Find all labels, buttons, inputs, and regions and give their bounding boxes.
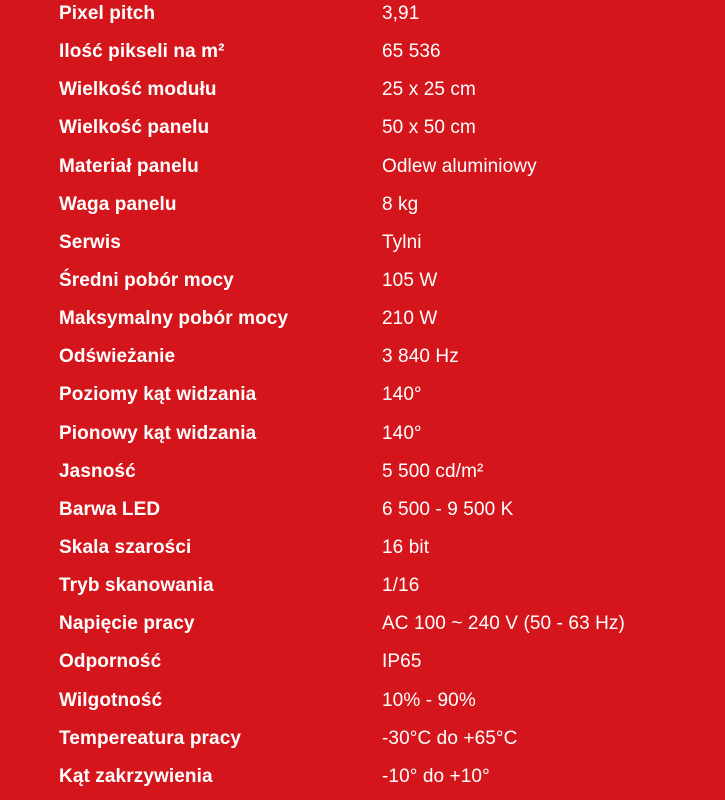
spec-value: AC 100 ~ 240 V (50 - 63 Hz) bbox=[382, 613, 625, 635]
spec-value: Tylni bbox=[382, 231, 422, 253]
spec-value: 3 840 Hz bbox=[382, 346, 459, 368]
spec-value: 50 x 50 cm bbox=[382, 117, 476, 139]
spec-row-panel-weight bbox=[0, 186, 725, 224]
spec-value: 210 W bbox=[382, 308, 438, 330]
spec-value: 140° bbox=[382, 422, 422, 444]
spec-value: 105 W bbox=[382, 270, 438, 292]
spec-row-refresh-rate bbox=[0, 338, 725, 376]
spec-label: Odporność bbox=[59, 651, 162, 673]
spec-label: Ilość pikseli na m² bbox=[59, 41, 225, 63]
spec-value: -30°C do +65°C bbox=[382, 727, 518, 749]
spec-label: Pionowy kąt widzania bbox=[59, 422, 257, 444]
spec-row-horizontal-angle bbox=[0, 376, 725, 414]
spec-label: Wielkość modułu bbox=[59, 79, 217, 101]
spec-value: 140° bbox=[382, 384, 422, 406]
spec-row-operating-temperature bbox=[0, 720, 725, 758]
spec-row-service bbox=[0, 224, 725, 262]
spec-row-curvature-angle bbox=[0, 758, 725, 796]
spec-label: Wielkość panelu bbox=[59, 117, 210, 139]
spec-label: Skala szarości bbox=[59, 537, 192, 559]
spec-value: Odlew aluminiowy bbox=[382, 155, 537, 177]
spec-label: Serwis bbox=[59, 231, 121, 253]
spec-value: 5 500 cd/m² bbox=[382, 460, 484, 482]
spec-value: 16 bit bbox=[382, 537, 430, 559]
spec-row-ingress-protection bbox=[0, 643, 725, 681]
spec-value: 6 500 - 9 500 K bbox=[382, 498, 514, 520]
spec-label: Barwa LED bbox=[59, 498, 161, 520]
spec-row-vertical-angle bbox=[0, 415, 725, 453]
spec-label: Odświeżanie bbox=[59, 346, 176, 368]
spec-row-operating-voltage bbox=[0, 605, 725, 643]
spec-row-panel-material bbox=[0, 148, 725, 186]
spec-value: 25 x 25 cm bbox=[382, 79, 476, 101]
spec-label: Pixel pitch bbox=[59, 3, 156, 25]
spec-label: Napięcie pracy bbox=[59, 613, 195, 635]
spec-row-grayscale bbox=[0, 529, 725, 567]
spec-value: 10% - 90% bbox=[382, 689, 476, 711]
spec-row-panel-size bbox=[0, 109, 725, 147]
spec-value: 65 536 bbox=[382, 41, 441, 63]
spec-value: 8 kg bbox=[382, 193, 419, 215]
spec-value: 3,91 bbox=[382, 3, 420, 25]
spec-row-brightness bbox=[0, 453, 725, 491]
spec-row-pixels-per-m2 bbox=[0, 33, 725, 71]
spec-label: Jasność bbox=[59, 460, 136, 482]
spec-label: Maksymalny pobór mocy bbox=[59, 308, 289, 330]
spec-value: -10° do +10° bbox=[382, 765, 490, 787]
spec-value: IP65 bbox=[382, 651, 422, 673]
spec-label: Poziomy kąt widzania bbox=[59, 384, 257, 406]
spec-row-humidity bbox=[0, 682, 725, 720]
spec-label: Materiał panelu bbox=[59, 155, 199, 177]
spec-row-scan-mode bbox=[0, 567, 725, 605]
spec-label: Tryb skanowania bbox=[59, 575, 214, 597]
spec-row-max-power bbox=[0, 300, 725, 338]
spec-label: Waga panelu bbox=[59, 193, 177, 215]
spec-label: Wilgotność bbox=[59, 689, 163, 711]
spec-row-led-color bbox=[0, 491, 725, 529]
spec-row-module-size bbox=[0, 71, 725, 109]
spec-value: 1/16 bbox=[382, 575, 420, 597]
spec-label: Średni pobór mocy bbox=[59, 270, 234, 292]
spec-row-avg-power bbox=[0, 262, 725, 300]
spec-label: Tempereatura pracy bbox=[59, 727, 242, 749]
spec-label: Kąt zakrzywienia bbox=[59, 765, 213, 787]
spec-row-pixel-pitch bbox=[0, 0, 725, 33]
